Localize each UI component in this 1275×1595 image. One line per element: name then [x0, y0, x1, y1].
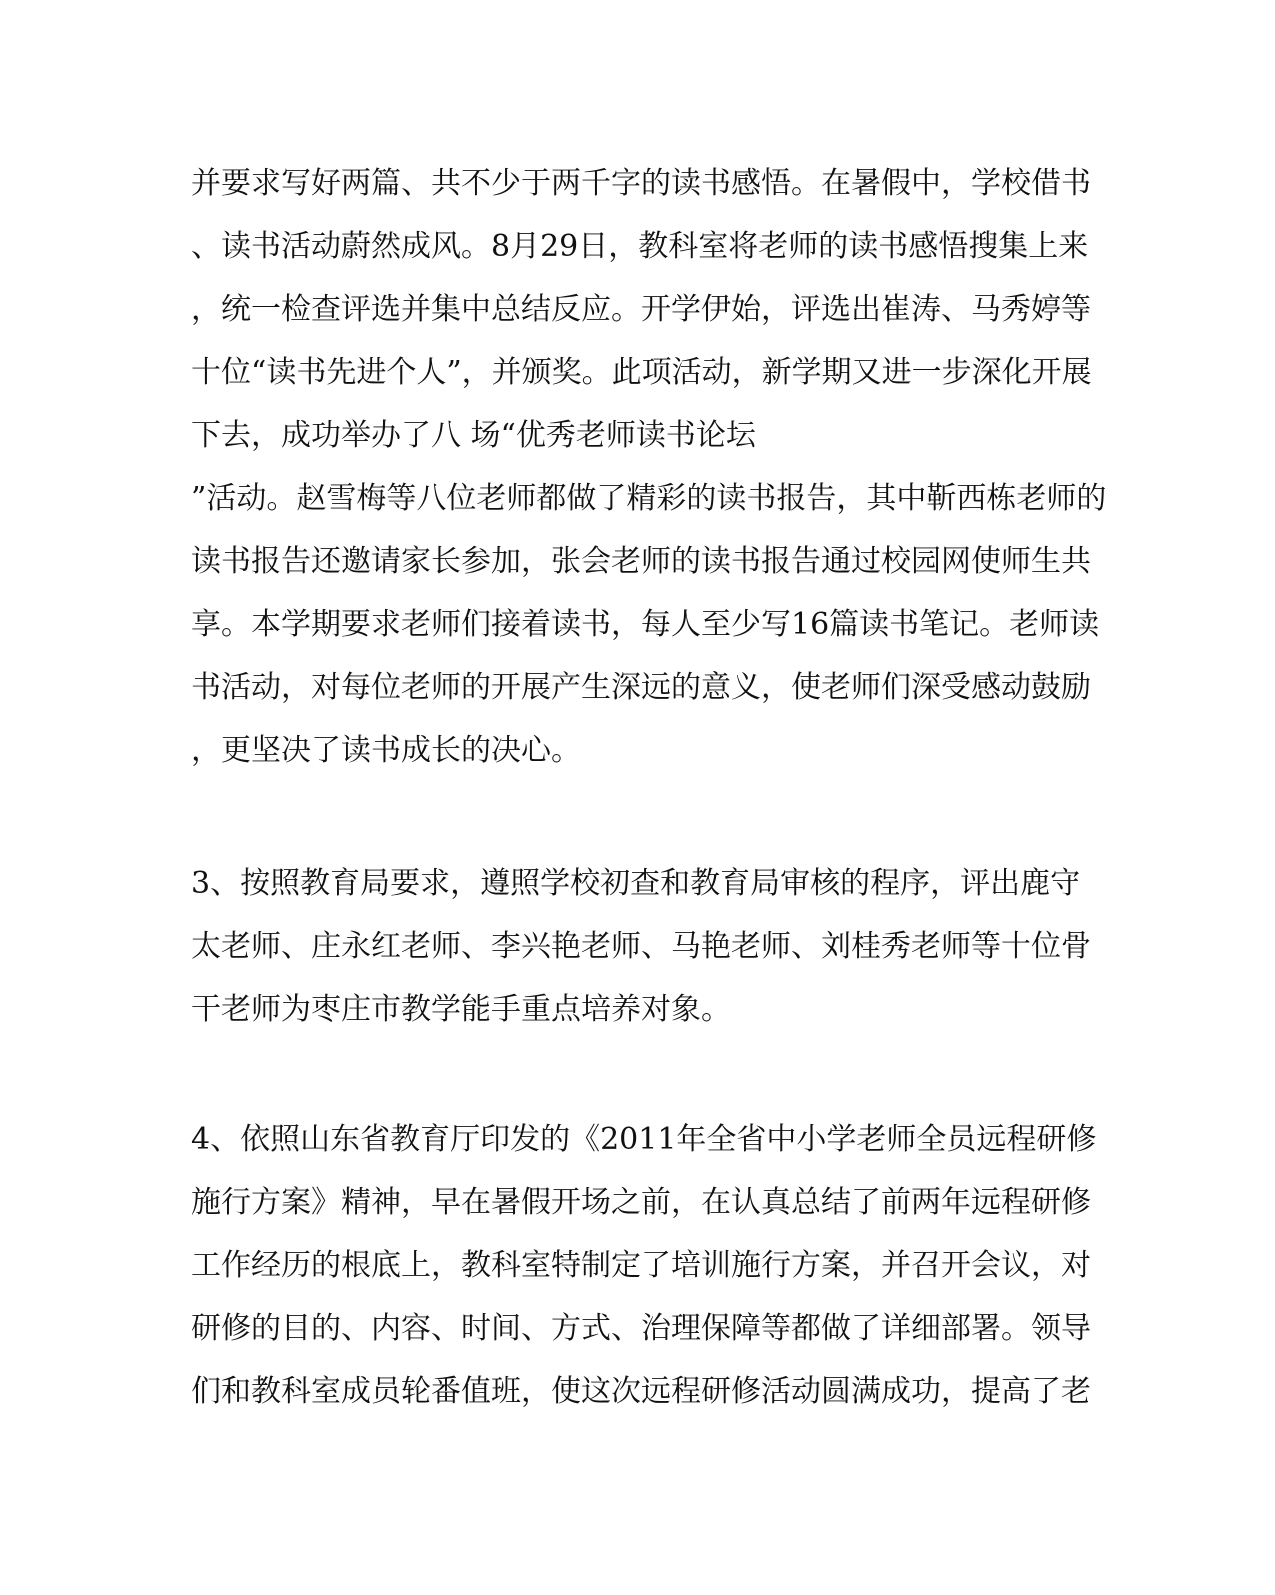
- text-line: 3、按照教育局要求，遵照学校初查和教育局审核的程序，评出鹿守: [191, 866, 1081, 901]
- text-line: 书活动，对每位老师的开展产生深远的意义，使老师们深受感动鼓励: [191, 670, 1091, 705]
- text-line: 工作经历的根底上，教科室特制定了培训施行方案，并召开会议，对: [191, 1248, 1091, 1283]
- text-line: 4、依照山东省教育厅印发的《2011年全省中小学老师全员远程研修: [191, 1122, 1097, 1157]
- text-line: ”活动。赵雪梅等八位老师都做了精彩的读书报告，其中靳西栋老师的: [191, 481, 1107, 516]
- text-line: 读书报告还邀请家长参加，张会老师的读书报告通过校园网使师生共: [191, 544, 1091, 579]
- text-line: 太老师、庄永红老师、李兴艳老师、马艳老师、刘桂秀老师等十位骨: [191, 929, 1091, 964]
- text-line: ，统一检查评选并集中总结反应。开学伊始，评选出崔涛、马秀婷等: [191, 292, 1091, 327]
- text-line: 施行方案》精神，早在暑假开场之前，在认真总结了前两年远程研修: [191, 1185, 1091, 1220]
- text-line: 研修的目的、内容、时间、方式、治理保障等都做了详细部署。领导: [191, 1311, 1091, 1346]
- text-line: 十位“读书先进个人”，并颁奖。此项活动，新学期又进一步深化开展: [191, 355, 1092, 390]
- text-line: 享。本学期要求老师们接着读书，每人至少写16篇读书笔记。老师读: [191, 607, 1100, 642]
- text-line: ，更坚决了读书成长的决心。: [191, 733, 581, 768]
- text-line: 干老师为枣庄市教学能手重点培养对象。: [191, 992, 731, 1027]
- text-line: 、读书活动蔚然成风。8月29日，教科室将老师的读书感悟搜集上来: [191, 229, 1089, 264]
- text-line: 下去，成功举办了八 场“优秀老师读书论坛: [191, 418, 756, 453]
- text-line: 们和教科室成员轮番值班，使这次远程研修活动圆满成功，提高了老: [191, 1374, 1091, 1409]
- text-line: 并要求写好两篇、共不少于两千字的读书感悟。在暑假中，学校借书: [191, 166, 1091, 201]
